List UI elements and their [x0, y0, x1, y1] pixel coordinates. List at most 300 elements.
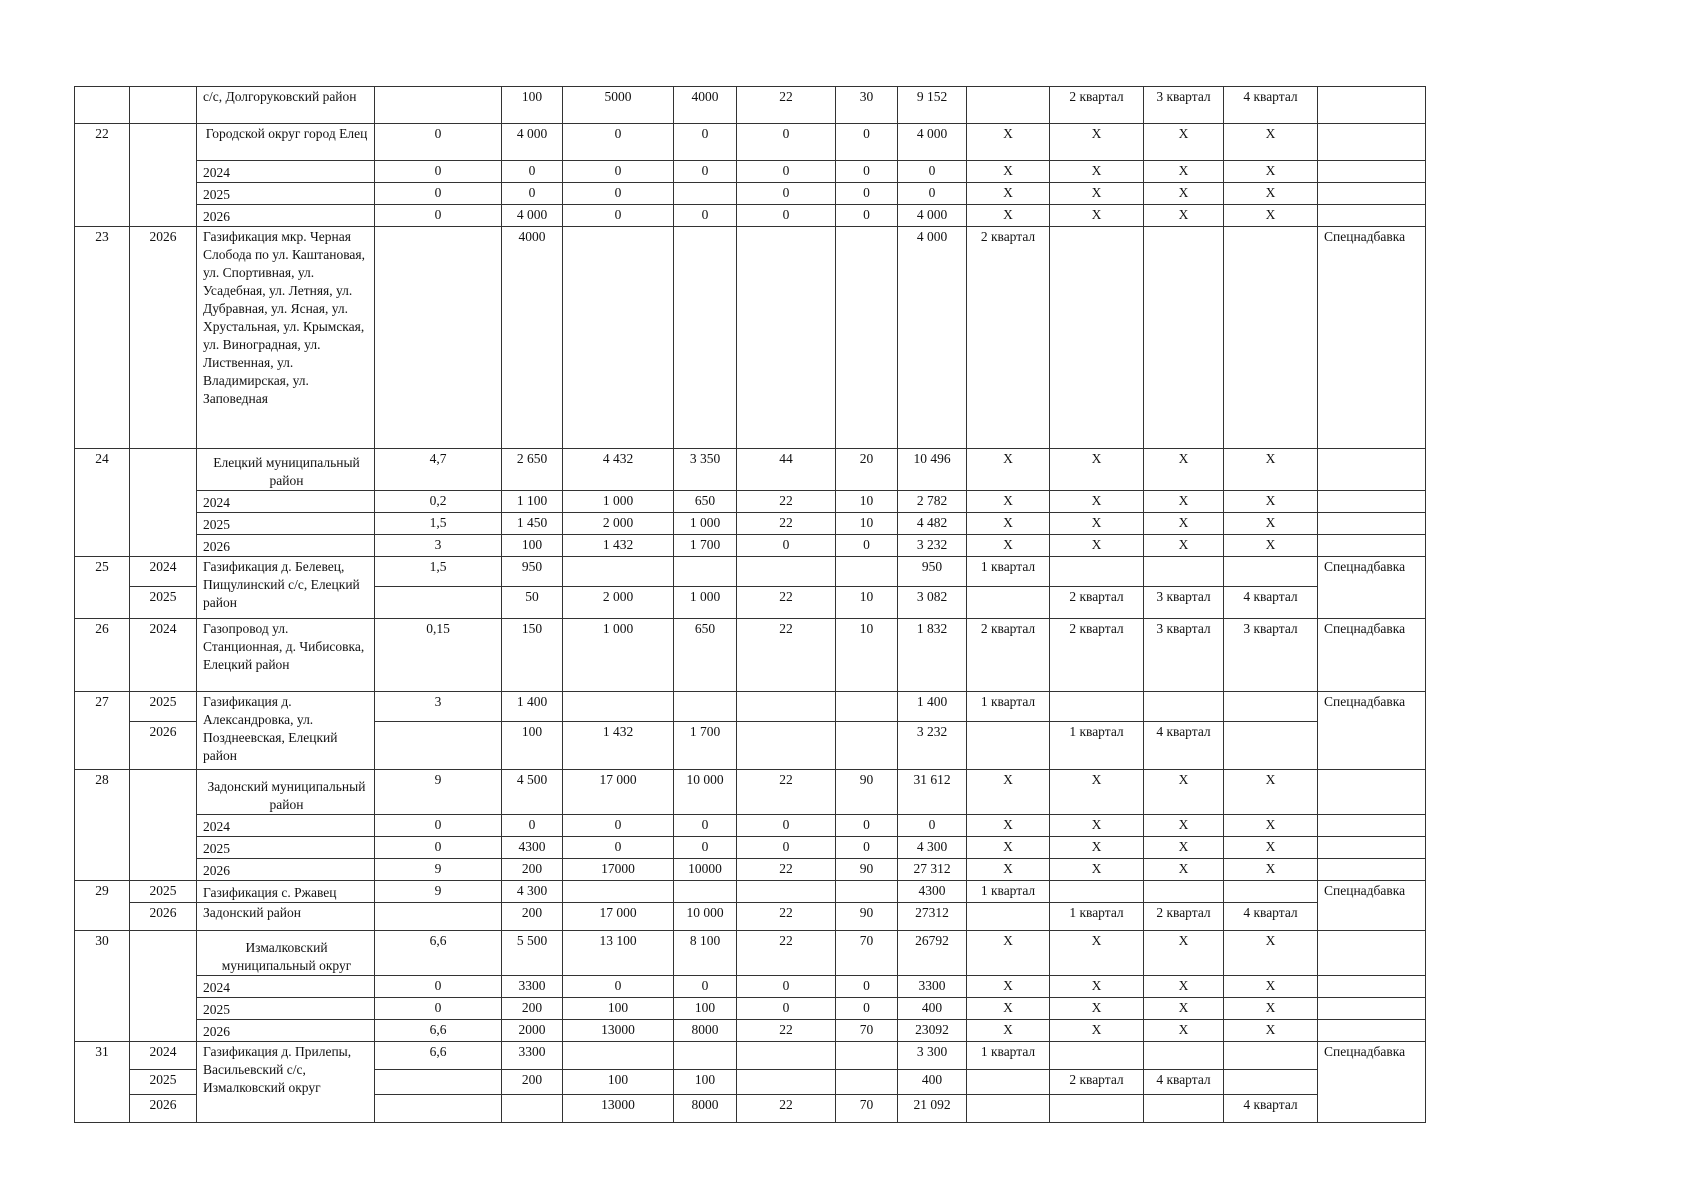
cell-c5: [836, 557, 898, 587]
cell-c1: 4 500: [502, 770, 563, 815]
cell-c2: [563, 557, 674, 587]
cell-length: 0: [375, 976, 502, 998]
cell-q3: X: [1144, 161, 1224, 183]
cell-length: 0: [375, 161, 502, 183]
cell-year: [130, 770, 197, 881]
cell-total: 0: [898, 161, 967, 183]
cell-c5: 90: [836, 903, 898, 931]
cell-num: 31: [75, 1042, 130, 1123]
cell-q4: X: [1224, 183, 1318, 205]
cell-q1: X: [967, 976, 1050, 998]
cell-name: 2025: [197, 837, 375, 859]
cell-q4: X: [1224, 513, 1318, 535]
cell-q2: X: [1050, 770, 1144, 815]
cell-q2: [1050, 1042, 1144, 1070]
cell-name: Газификация с. Ржавец: [197, 881, 375, 903]
cell-q1: 2 квартал: [967, 227, 1050, 449]
cell-c2: 0: [563, 815, 674, 837]
cell-q3: X: [1144, 998, 1224, 1020]
cell-total: 4300: [898, 881, 967, 903]
cell-num: 28: [75, 770, 130, 881]
cell-note: [1318, 1020, 1426, 1042]
cell-c3: 0: [674, 205, 737, 227]
cell-q2: X: [1050, 859, 1144, 881]
cell-c5: 10: [836, 619, 898, 692]
cell-c2: [563, 227, 674, 449]
cell-q1: 1 квартал: [967, 557, 1050, 587]
cell-note: [1318, 491, 1426, 513]
cell-total: 10 496: [898, 449, 967, 491]
cell-c3: 10 000: [674, 903, 737, 931]
cell-note: [1318, 449, 1426, 491]
table-row: [75, 161, 1426, 183]
cell-c4: 22: [737, 931, 836, 976]
cell-name: 2026: [197, 859, 375, 881]
cell-c4: [737, 722, 836, 770]
cell-q2: X: [1050, 998, 1144, 1020]
cell-q2: X: [1050, 449, 1144, 491]
cell-total: 4 000: [898, 124, 967, 161]
cell-year: 2024: [130, 619, 197, 692]
cell-c5: 90: [836, 859, 898, 881]
cell-name: 2024: [197, 491, 375, 513]
cell-length: 0: [375, 837, 502, 859]
cell-length: 6,6: [375, 931, 502, 976]
cell-note: [1318, 161, 1426, 183]
cell-year: 2025: [130, 587, 197, 619]
cell-q4: 4 квартал: [1224, 87, 1318, 124]
cell-year: 2024: [130, 557, 197, 587]
cell-q2: [1050, 1095, 1144, 1123]
cell-c4: [737, 692, 836, 722]
cell-q2: X: [1050, 124, 1144, 161]
cell-c2: 4 432: [563, 449, 674, 491]
cell-q2: [1050, 557, 1144, 587]
cell-length: 9: [375, 770, 502, 815]
cell-total: 3 300: [898, 1042, 967, 1070]
cell-c4: 22: [737, 1020, 836, 1042]
cell-c3: [674, 881, 737, 903]
cell-length: [375, 1070, 502, 1095]
cell-c1: 1 450: [502, 513, 563, 535]
cell-length: [375, 227, 502, 449]
cell-note: [1318, 205, 1426, 227]
cell-c4: 0: [737, 124, 836, 161]
cell-q1: X: [967, 161, 1050, 183]
cell-length: 6,6: [375, 1020, 502, 1042]
cell-note: [1318, 183, 1426, 205]
cell-name: Задонский район: [197, 903, 375, 931]
cell-c4: 22: [737, 1095, 836, 1123]
cell-c5: 0: [836, 837, 898, 859]
cell-total: 0: [898, 183, 967, 205]
cell-note: [1318, 513, 1426, 535]
cell-c2: 17000: [563, 859, 674, 881]
cell-c5: [836, 881, 898, 903]
cell-q1: X: [967, 770, 1050, 815]
cell-c2: [563, 881, 674, 903]
cell-q4: X: [1224, 491, 1318, 513]
cell-year: 2024: [130, 1042, 197, 1070]
cell-note: [1318, 837, 1426, 859]
cell-c2: 1 000: [563, 491, 674, 513]
cell-total: 4 300: [898, 837, 967, 859]
cell-c1: 1 400: [502, 692, 563, 722]
cell-name: 2026: [197, 205, 375, 227]
cell-name: Газификация д. Белевец, Пищулинский с/с, Елецкий район: [197, 557, 375, 619]
cell-q4: X: [1224, 815, 1318, 837]
cell-c5: 10: [836, 587, 898, 619]
cell-c1: 100: [502, 535, 563, 557]
table-row: [75, 1020, 1426, 1042]
cell-length: [375, 722, 502, 770]
cell-c2: 1 432: [563, 722, 674, 770]
cell-q4: X: [1224, 535, 1318, 557]
cell-name: Газификация мкр. Черная Слобода по ул. Каштановая, ул. Спортивная, ул. Усадебная, ул. Летняя, ул. Дубравная, ул. Ясная, ул. Хрустальная, ул. Крымская, ул. Виноградная, ул. Лиственная, ул. Владимирская, ул. Заповедная: [197, 227, 375, 449]
cell-c1: 200: [502, 998, 563, 1020]
cell-c5: [836, 1042, 898, 1070]
cell-q2: X: [1050, 1020, 1144, 1042]
cell-c3: [674, 183, 737, 205]
cell-num: 25: [75, 557, 130, 619]
cell-q4: X: [1224, 124, 1318, 161]
cell-c1: 2000: [502, 1020, 563, 1042]
table-row: [75, 859, 1426, 881]
cell-c3: [674, 227, 737, 449]
cell-c3: 0: [674, 815, 737, 837]
cell-q1: [967, 722, 1050, 770]
cell-q1: [967, 1070, 1050, 1095]
cell-q3: 4 квартал: [1144, 1070, 1224, 1095]
cell-q1: X: [967, 998, 1050, 1020]
cell-q4: [1224, 692, 1318, 722]
cell-c4: 0: [737, 998, 836, 1020]
cell-q3: X: [1144, 535, 1224, 557]
cell-name: 2026: [197, 1020, 375, 1042]
cell-c2: [563, 692, 674, 722]
cell-c3: 0: [674, 976, 737, 998]
cell-q2: X: [1050, 205, 1144, 227]
cell-q3: 3 квартал: [1144, 587, 1224, 619]
cell-q1: 1 квартал: [967, 1042, 1050, 1070]
cell-total: 27312: [898, 903, 967, 931]
cell-c2: 17 000: [563, 903, 674, 931]
cell-q3: 2 квартал: [1144, 903, 1224, 931]
cell-q1: X: [967, 837, 1050, 859]
cell-c2: 100: [563, 1070, 674, 1095]
cell-q4: [1224, 881, 1318, 903]
gasification-table: [74, 86, 1426, 1123]
cell-c1: 100: [502, 722, 563, 770]
cell-q2: X: [1050, 535, 1144, 557]
cell-num: 24: [75, 449, 130, 557]
cell-q2: [1050, 881, 1144, 903]
cell-c1: 200: [502, 1070, 563, 1095]
table-row: [75, 815, 1426, 837]
cell-q2: 2 квартал: [1050, 1070, 1144, 1095]
cell-total: 26792: [898, 931, 967, 976]
cell-q4: X: [1224, 859, 1318, 881]
cell-c2: 17 000: [563, 770, 674, 815]
cell-note: [1318, 770, 1426, 815]
cell-num: 30: [75, 931, 130, 1042]
cell-c4: [737, 557, 836, 587]
table-row: [75, 124, 1426, 161]
cell-q4: 4 квартал: [1224, 1095, 1318, 1123]
table-row: [75, 837, 1426, 859]
cell-length: 0: [375, 815, 502, 837]
cell-c1: 100: [502, 87, 563, 124]
cell-c3: 1 700: [674, 535, 737, 557]
cell-c4: 44: [737, 449, 836, 491]
cell-c1: 0: [502, 815, 563, 837]
cell-q1: [967, 87, 1050, 124]
cell-total: 31 612: [898, 770, 967, 815]
cell-year: [130, 931, 197, 1042]
cell-q3: X: [1144, 931, 1224, 976]
cell-c4: 0: [737, 205, 836, 227]
cell-c4: 0: [737, 837, 836, 859]
cell-name: 2024: [197, 976, 375, 998]
cell-c4: 0: [737, 815, 836, 837]
cell-q1: X: [967, 815, 1050, 837]
cell-q3: X: [1144, 205, 1224, 227]
cell-c3: 1 000: [674, 513, 737, 535]
cell-c2: 0: [563, 161, 674, 183]
cell-q3: X: [1144, 976, 1224, 998]
cell-length: [375, 903, 502, 931]
table-row: [75, 87, 1426, 124]
cell-q1: X: [967, 124, 1050, 161]
cell-q1: X: [967, 513, 1050, 535]
cell-q2: X: [1050, 183, 1144, 205]
cell-q2: X: [1050, 513, 1144, 535]
cell-length: 1,5: [375, 513, 502, 535]
cell-c2: 13000: [563, 1020, 674, 1042]
cell-q3: [1144, 557, 1224, 587]
cell-length: 9: [375, 859, 502, 881]
cell-c1: 4300: [502, 837, 563, 859]
cell-c5: 0: [836, 815, 898, 837]
cell-c2: 5000: [563, 87, 674, 124]
cell-c3: 1 700: [674, 722, 737, 770]
cell-length: 9: [375, 881, 502, 903]
cell-total: 950: [898, 557, 967, 587]
cell-q2: 2 квартал: [1050, 87, 1144, 124]
cell-q1: X: [967, 205, 1050, 227]
cell-q4: X: [1224, 770, 1318, 815]
cell-length: 0,15: [375, 619, 502, 692]
cell-q1: X: [967, 1020, 1050, 1042]
cell-c4: 22: [737, 859, 836, 881]
cell-c5: 0: [836, 205, 898, 227]
cell-q2: 2 квартал: [1050, 587, 1144, 619]
table-row: [75, 183, 1426, 205]
cell-q3: X: [1144, 770, 1224, 815]
cell-num: 26: [75, 619, 130, 692]
cell-q4: 3 квартал: [1224, 619, 1318, 692]
cell-c3: 8000: [674, 1020, 737, 1042]
cell-note: Спецнадбавка: [1318, 881, 1426, 931]
table-row: [75, 491, 1426, 513]
cell-c3: [674, 1042, 737, 1070]
cell-q1: X: [967, 859, 1050, 881]
cell-q3: X: [1144, 183, 1224, 205]
cell-c2: 100: [563, 998, 674, 1020]
cell-q3: X: [1144, 513, 1224, 535]
cell-c5: 30: [836, 87, 898, 124]
cell-q4: X: [1224, 931, 1318, 976]
cell-total: 400: [898, 998, 967, 1020]
cell-c3: 0: [674, 124, 737, 161]
cell-c2: 2 000: [563, 587, 674, 619]
cell-q1: X: [967, 449, 1050, 491]
cell-note: Спецнадбавка: [1318, 227, 1426, 449]
cell-c3: [674, 557, 737, 587]
cell-c3: 650: [674, 619, 737, 692]
cell-c1: 3300: [502, 976, 563, 998]
cell-c1: 150: [502, 619, 563, 692]
cell-c5: 70: [836, 1020, 898, 1042]
cell-q4: [1224, 557, 1318, 587]
cell-c5: 90: [836, 770, 898, 815]
cell-num: 23: [75, 227, 130, 449]
cell-q2: X: [1050, 931, 1144, 976]
cell-name: Задонский муниципальный район: [197, 770, 375, 815]
cell-c1: 200: [502, 903, 563, 931]
cell-note: Спецнадбавка: [1318, 619, 1426, 692]
cell-c1: 4000: [502, 227, 563, 449]
cell-q4: 4 квартал: [1224, 587, 1318, 619]
cell-q1: 1 квартал: [967, 881, 1050, 903]
cell-year: [130, 449, 197, 557]
cell-c5: 0: [836, 161, 898, 183]
cell-c1: 200: [502, 859, 563, 881]
cell-c4: 0: [737, 183, 836, 205]
cell-q4: X: [1224, 205, 1318, 227]
cell-c2: 0: [563, 976, 674, 998]
cell-num: 29: [75, 881, 130, 931]
cell-c4: 0: [737, 976, 836, 998]
table-row: [75, 227, 1426, 449]
table-row: [75, 449, 1426, 491]
cell-note: [1318, 976, 1426, 998]
cell-length: 4,7: [375, 449, 502, 491]
cell-c4: 22: [737, 87, 836, 124]
cell-q3: [1144, 227, 1224, 449]
cell-year: 2026: [130, 903, 197, 931]
cell-year: 2026: [130, 227, 197, 449]
cell-c1: 4 300: [502, 881, 563, 903]
table-row: [75, 1042, 1426, 1070]
cell-c2: 13000: [563, 1095, 674, 1123]
cell-c5: 70: [836, 931, 898, 976]
cell-num: 27: [75, 692, 130, 770]
cell-c2: [563, 1042, 674, 1070]
cell-length: 0: [375, 205, 502, 227]
cell-c5: [836, 692, 898, 722]
cell-c4: [737, 1070, 836, 1095]
cell-total: 1 832: [898, 619, 967, 692]
cell-total: 9 152: [898, 87, 967, 124]
cell-name: Газификация д. Александровка, ул. Позднеевская, Елецкий район: [197, 692, 375, 770]
cell-c2: 0: [563, 205, 674, 227]
cell-note: [1318, 931, 1426, 976]
cell-q3: [1144, 1095, 1224, 1123]
cell-c1: 50: [502, 587, 563, 619]
cell-c3: 3 350: [674, 449, 737, 491]
cell-name: 2024: [197, 161, 375, 183]
cell-total: 21 092: [898, 1095, 967, 1123]
cell-length: [375, 1095, 502, 1123]
cell-num: 22: [75, 124, 130, 227]
cell-total: 23092: [898, 1020, 967, 1042]
cell-q3: X: [1144, 1020, 1224, 1042]
cell-q2: X: [1050, 161, 1144, 183]
cell-note: Спецнадбавка: [1318, 1042, 1426, 1123]
cell-c3: 0: [674, 837, 737, 859]
cell-c3: 4000: [674, 87, 737, 124]
table-row: [75, 976, 1426, 998]
cell-q1: 2 квартал: [967, 619, 1050, 692]
cell-c1: 1 100: [502, 491, 563, 513]
cell-name: 2025: [197, 998, 375, 1020]
cell-c4: 22: [737, 513, 836, 535]
cell-q1: X: [967, 931, 1050, 976]
cell-c5: 70: [836, 1095, 898, 1123]
cell-c3: 0: [674, 161, 737, 183]
cell-c3: 650: [674, 491, 737, 513]
cell-c3: 8000: [674, 1095, 737, 1123]
cell-q2: [1050, 227, 1144, 449]
cell-c5: 10: [836, 491, 898, 513]
cell-c5: [836, 227, 898, 449]
cell-total: 27 312: [898, 859, 967, 881]
cell-q1: [967, 1095, 1050, 1123]
cell-q3: 3 квартал: [1144, 87, 1224, 124]
cell-c4: 22: [737, 491, 836, 513]
table-row: [75, 931, 1426, 976]
cell-q2: [1050, 692, 1144, 722]
cell-q4: [1224, 722, 1318, 770]
cell-c1: 2 650: [502, 449, 563, 491]
cell-name: 2025: [197, 183, 375, 205]
table-row: [75, 692, 1426, 722]
cell-c3: 100: [674, 1070, 737, 1095]
cell-c3: 8 100: [674, 931, 737, 976]
table-row: [75, 535, 1426, 557]
cell-c2: 2 000: [563, 513, 674, 535]
cell-total: 4 000: [898, 205, 967, 227]
cell-c3: 1 000: [674, 587, 737, 619]
cell-note: [1318, 859, 1426, 881]
cell-length: 3: [375, 692, 502, 722]
cell-q2: 1 квартал: [1050, 722, 1144, 770]
cell-c5: 0: [836, 535, 898, 557]
cell-q2: X: [1050, 491, 1144, 513]
table-row: [75, 205, 1426, 227]
cell-q4: X: [1224, 998, 1318, 1020]
cell-q3: 4 квартал: [1144, 722, 1224, 770]
cell-q2: X: [1050, 815, 1144, 837]
cell-total: 4 000: [898, 227, 967, 449]
cell-c1: 950: [502, 557, 563, 587]
cell-year: 2026: [130, 722, 197, 770]
cell-c4: [737, 881, 836, 903]
cell-total: 4 482: [898, 513, 967, 535]
cell-c1: 4 000: [502, 124, 563, 161]
cell-q4: X: [1224, 161, 1318, 183]
